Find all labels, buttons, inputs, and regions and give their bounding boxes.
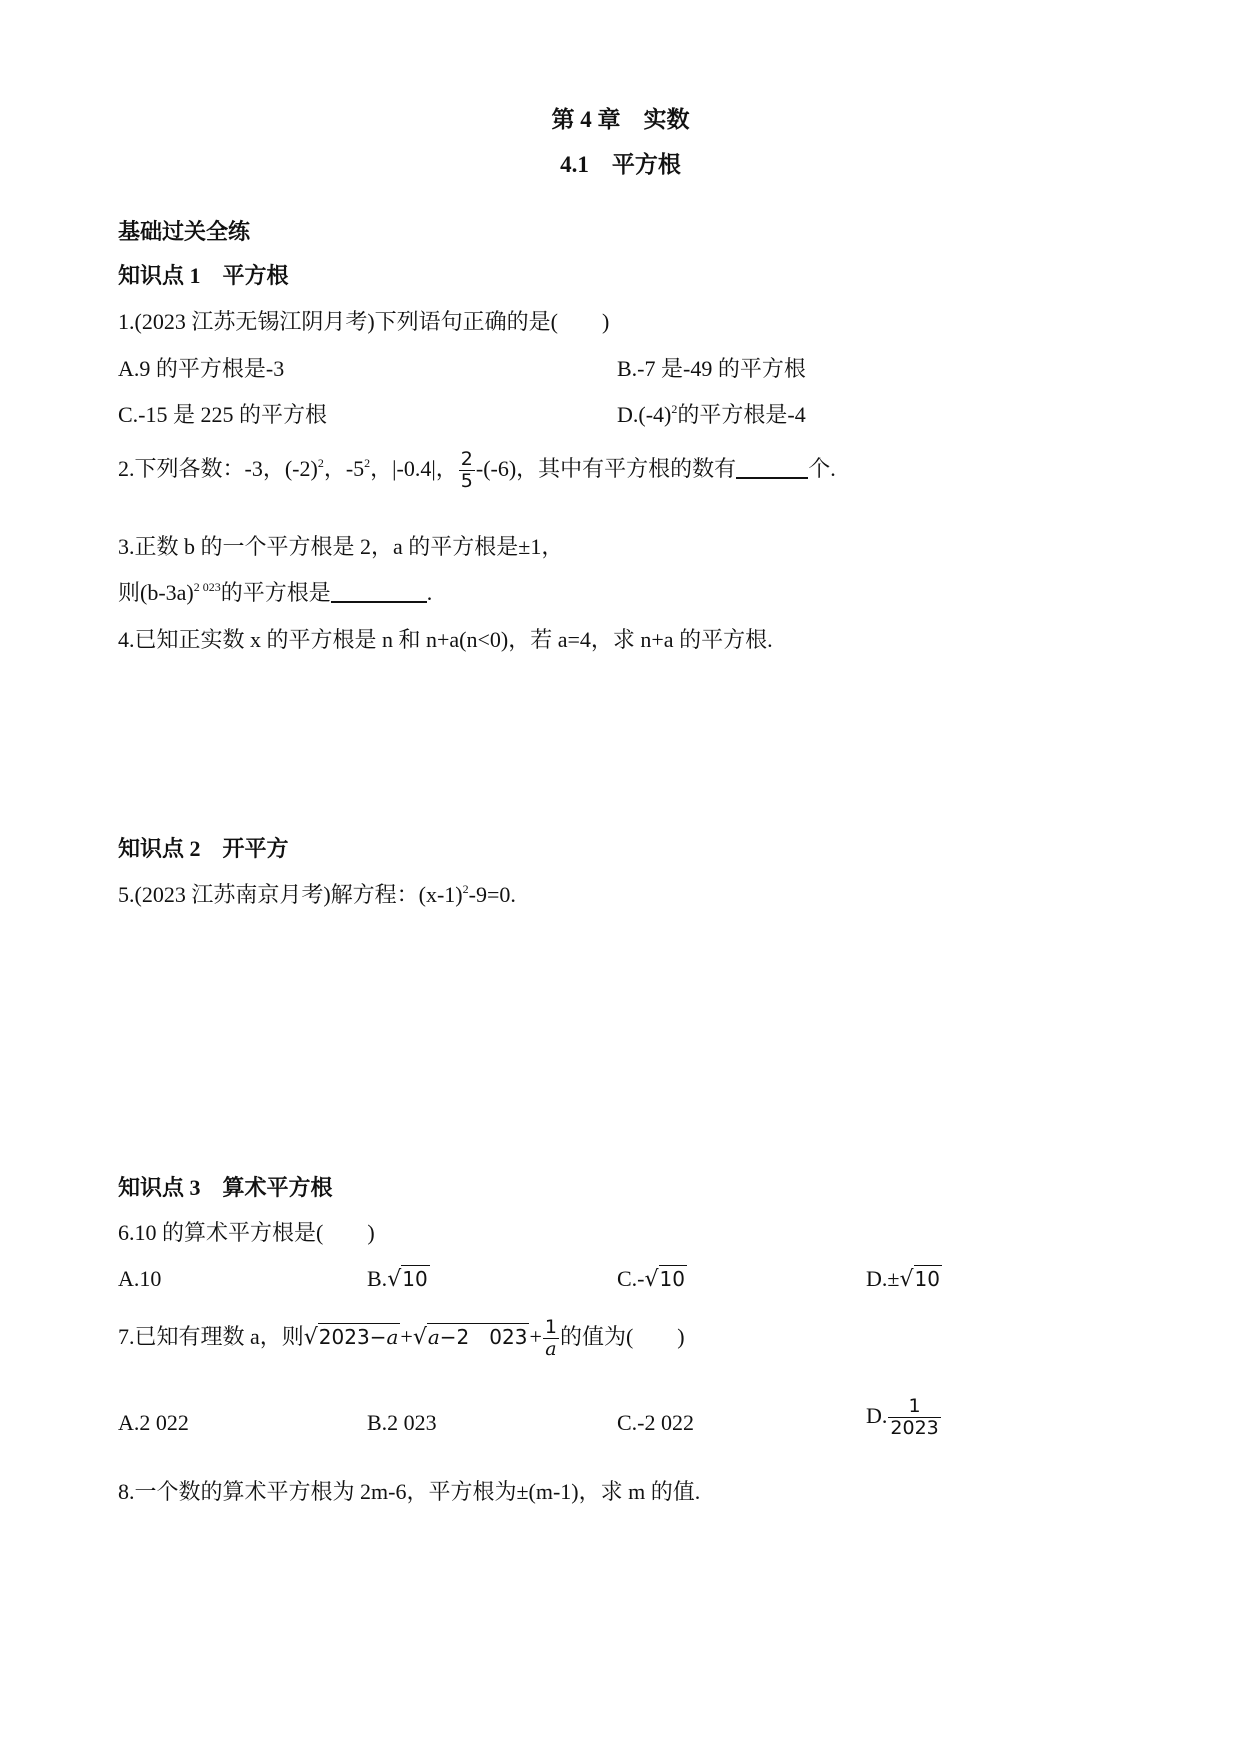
- q3-line-2: [118, 580, 432, 606]
- q1-d-sup: 2: [671, 402, 678, 416]
- q2-part-3: ，|-0.4|，: [370, 455, 458, 481]
- q5-post: -9=0.: [468, 882, 516, 907]
- q3-end: .: [426, 580, 433, 605]
- q7-d-fraction: [888, 1397, 940, 1439]
- q3-pre: 则(b-3a): [118, 580, 194, 605]
- q7-frac-den: a: [543, 1338, 559, 1360]
- q6-b-radicand: 10: [402, 1267, 428, 1291]
- q2-part-4: -(-6)，其中有平方根的数有: [475, 455, 737, 481]
- q1-option-a: A.9 的平方根是-3: [118, 356, 285, 381]
- q3-line-1: 3.正数 b 的一个平方根是 2，a 的平方根是±1，: [118, 534, 564, 559]
- q5-sup: 2: [462, 882, 469, 896]
- q7-option-b: B.2 023: [367, 1410, 437, 1435]
- q2-fraction: [459, 450, 475, 492]
- q6-b-prefix: B.: [367, 1266, 388, 1291]
- q1-stem: 1.(2023 江苏无锡江阴月考)下列语句正确的是( ): [118, 309, 610, 334]
- q7-sqrt-2: √a−2 023: [412, 1324, 528, 1350]
- q7-frac-num: 1: [544, 1316, 557, 1338]
- q6-d-prefix: D.±: [866, 1266, 900, 1291]
- q6-d-sqrt: √10: [899, 1267, 940, 1292]
- part-heading: 基础过关全练: [118, 219, 251, 244]
- q7-stem: [118, 1318, 685, 1360]
- q2-frac-den: 5: [460, 469, 473, 492]
- q7-plus-1: +: [400, 1323, 413, 1349]
- q2-frac-num: 2: [460, 448, 473, 470]
- q7-rad2-var: a: [427, 1324, 440, 1349]
- q7-pre: 7.已知有理数 a，则: [118, 1323, 304, 1349]
- section-title: 4.1 平方根: [560, 152, 681, 177]
- q7-rad1-num: 2023: [318, 1324, 370, 1349]
- q6-option-b: [367, 1266, 430, 1293]
- kp1-heading: 知识点 1 平方根: [118, 263, 289, 288]
- q1-d-pre: D.(-4): [617, 402, 672, 427]
- q7-sqrt-1: √2023−a: [303, 1324, 399, 1350]
- q5-pre: 5.(2023 江苏南京月考)解方程：(x-1): [118, 882, 463, 907]
- q7-fraction: [543, 1318, 559, 1360]
- q3-mid: 的平方根是: [220, 580, 331, 605]
- q7-d-prefix: D.: [866, 1402, 888, 1428]
- q1-option-b: B.-7 是-49 的平方根: [617, 356, 806, 381]
- q6-b-sqrt: √10: [387, 1267, 428, 1292]
- q2-sup-2: 2: [364, 455, 371, 470]
- q2-line: [118, 450, 836, 492]
- q1-option-c: C.-15 是 225 的平方根: [118, 402, 328, 427]
- q2-part-2: ，-5: [323, 455, 365, 481]
- q6-option-c: [617, 1266, 687, 1293]
- q6-d-radicand: 10: [914, 1267, 940, 1291]
- kp3-heading: 知识点 3 算术平方根: [118, 1175, 333, 1200]
- q7-plus-2: +: [529, 1323, 542, 1349]
- q6-option-a: A.10: [118, 1266, 162, 1291]
- kp2-heading: 知识点 2 开平方: [118, 836, 289, 861]
- q6-c-prefix: C.-: [617, 1266, 645, 1291]
- q7-option-d: [866, 1397, 942, 1439]
- q7-d-num: 1: [908, 1395, 921, 1417]
- q7-option-c: C.-2 022: [617, 1410, 694, 1435]
- q7-post: 的值为( ): [559, 1323, 685, 1349]
- q7-d-den: 2023: [890, 1416, 939, 1439]
- q3-sup: 2 023: [193, 580, 221, 594]
- q6-c-sqrt: √10: [644, 1267, 685, 1292]
- q2-sup-1: 2: [317, 455, 324, 470]
- q6-c-radicand: 10: [659, 1267, 685, 1291]
- q1-d-post: 的平方根是-4: [677, 402, 806, 427]
- q2-part-5: 个.: [808, 455, 836, 481]
- q2-part-1: 2.下列各数：-3，(-2): [118, 455, 318, 481]
- q5-text: [118, 882, 516, 908]
- q8-text: 8.一个数的算术平方根为 2m-6，平方根为±(m-1)，求 m 的值.: [118, 1479, 701, 1504]
- q6-option-d: [866, 1266, 942, 1293]
- q7-rad1-var: a: [386, 1324, 399, 1349]
- q2-answer-blank[interactable]: [736, 457, 808, 479]
- chapter-title: 第 4 章 实数: [551, 107, 690, 132]
- q1-option-d: [617, 402, 806, 428]
- q6-stem: 6.10 的算术平方根是( ): [118, 1220, 375, 1245]
- q7-rad1-op: −: [369, 1324, 387, 1349]
- q7-option-a: A.2 022: [118, 1410, 189, 1435]
- q3-answer-blank[interactable]: [331, 581, 427, 603]
- q7-rad2-rest: −2 023: [439, 1324, 528, 1349]
- q4-text: 4.已知正实数 x 的平方根是 n 和 n+a(n<0)，若 a=4，求 n+a 的平方根.: [118, 627, 773, 652]
